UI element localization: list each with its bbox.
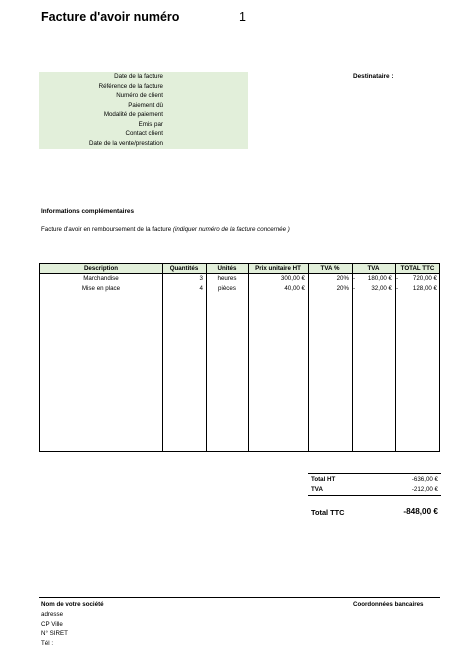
additional-info-title: Informations complémentaires [41, 208, 135, 215]
recipient-label: Destinataire : [353, 73, 394, 80]
info-label-client-number: Numéro de client [116, 92, 163, 99]
invoice-number: 1 [239, 10, 246, 24]
company-phone: Tél : [41, 639, 54, 647]
column-divider [248, 264, 249, 451]
row2-description: Mise en place [81, 285, 121, 292]
row2-unit-price: 40,00 € [284, 285, 305, 292]
header-vat-percent: TVA % [320, 265, 340, 272]
invoice-info-box [39, 72, 248, 149]
header-total-ttc: TOTAL TTC [400, 265, 435, 272]
info-label-issued-by: Emis par [138, 120, 163, 128]
row2-total-sign: - [396, 285, 399, 292]
additional-info-main: Facture d'avoir en remboursement de la facture [41, 226, 172, 233]
totals-mid-rule [308, 495, 441, 496]
footer-rule [39, 597, 440, 598]
row1-quantity: 3 [199, 275, 203, 282]
column-divider [395, 264, 399, 451]
header-vat: TVA [367, 265, 380, 272]
additional-info-text [41, 226, 290, 233]
total-ht-value: -636,00 € [411, 476, 438, 483]
info-label-sale-date: Date de la vente/prestation [89, 139, 163, 147]
company-city: CP Ville [41, 620, 63, 628]
company-siret: N° SIRET [41, 630, 68, 637]
row2-quantity: 4 [199, 285, 203, 292]
row2-vat: 32,00 € [371, 285, 392, 292]
row1-vat-sign: - [353, 275, 356, 282]
company-address: adresse [41, 611, 64, 618]
items-table [39, 263, 440, 452]
header-description: Description [83, 265, 119, 272]
column-divider [308, 264, 309, 451]
header-quantity: Quantités [169, 265, 199, 272]
info-label-payment-due: Paiement dû [128, 101, 163, 109]
row2-vat-sign: - [353, 285, 356, 292]
info-label-client-contact: Contact client [125, 130, 163, 137]
column-divider [206, 264, 207, 451]
total-ht-label: Total HT [311, 476, 336, 483]
header-unit: Unités [217, 265, 237, 272]
header-unit-price: Prix unitaire HT [255, 265, 301, 272]
row1-unit-price: 300,00 € [280, 275, 305, 282]
row2-vat-percent: 20% [336, 285, 349, 292]
info-label-reference: Référence de la facture [98, 82, 163, 90]
total-ttc-value: -848,00 € [403, 507, 438, 516]
row1-unit: heures [217, 275, 237, 282]
tva-label: TVA [311, 486, 323, 493]
row1-total-ttc: 720,00 € [412, 275, 437, 282]
row2-total-ttc: 128,00 € [412, 285, 437, 292]
row1-vat-percent: 20% [336, 275, 349, 282]
row1-vat: 180,00 € [367, 275, 392, 282]
column-divider [352, 264, 356, 451]
document-title: Facture d'avoir numéro [41, 10, 180, 24]
row2-unit: pièces [218, 285, 236, 292]
total-ttc-label: Total TTC [311, 508, 345, 517]
bank-details-title: Coordonnées bancaires [353, 601, 424, 608]
tva-value: -212,00 € [411, 486, 438, 493]
totals-top-rule [308, 473, 441, 474]
row1-total-sign: - [396, 275, 399, 282]
additional-info-note: (indiquer numéro de la facture concernée ) [172, 226, 290, 233]
column-divider [162, 264, 163, 451]
row1-description: Marchandise [83, 275, 119, 282]
info-label-payment-method: Modalité de paiement [103, 111, 163, 118]
info-label-date: Date de la facture [114, 73, 163, 80]
company-name: Nom de votre société [41, 601, 104, 608]
